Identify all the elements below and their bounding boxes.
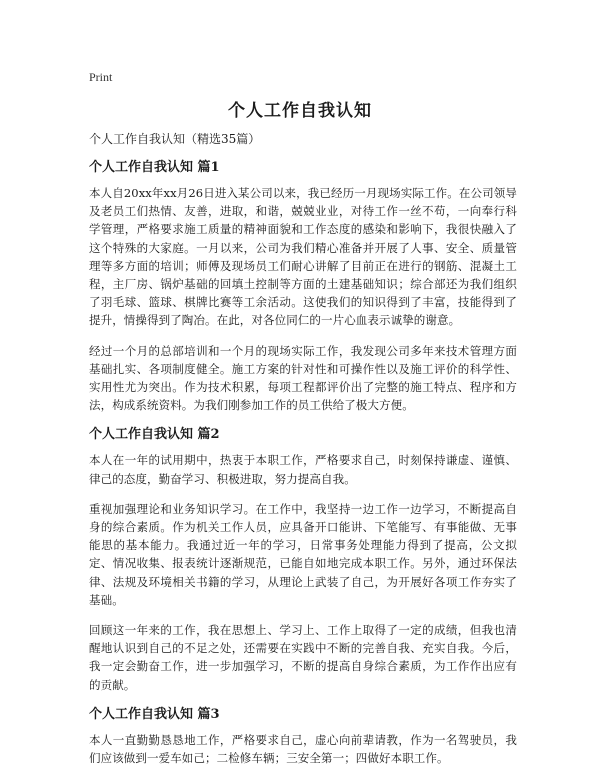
- section-1: [89, 159, 517, 414]
- section-heading: 个人工作自我认知 篇3: [89, 706, 220, 722]
- paragraph: 回顾这一年来的工作，我在思想上、学习上、工作上取得了一定的成绩，但我也清醒地认识到自己的不足之处，还需要在实践中不断的完善自我、充实自我。今后，我一定会勤奋工作，进一步加强学习，不断的提高自身综合素质，为工作作出应有的贡献。: [89, 623, 517, 692]
- page-title: 个人工作自我认知: [228, 101, 372, 121]
- document-body: [89, 130, 517, 779]
- paragraph: 本人在一年的试用期中，热衷于本职工作，严格要求自己，时刻保持谦虚、谨慎、律己的态度，勤奋学习、积极进取，努力提高自我。: [89, 453, 517, 486]
- paragraph: 本人自20xx年xx月26日进入某公司以来，我已经历一月现场实际工作。在公司领导及老员工们热情、友善，进取，和谐，兢兢业业，对待工作一丝不苟，一向奉行科学管理，严格要求施工质量的精神面貌和工作态度的感染和影响下，我很快融入了这个特殊的大家庭。一月以来，公司为我们精心准备并开展了人事、安全、质量管理等多方面的培训；师傅及现场员工们耐心讲解了目前正在进行的钢筋、混凝土工程，主厂房、锅炉基础的回填土控制等方面的土建基础知识；综合部还为我们组织了羽毛球、篮球、棋牌比赛等工余活动。这使我们的知识得到了丰富，技能得到了提升，情操得到了陶冶。在此，对各位同仁的一片心血表示诚挚的谢意。: [89, 186, 517, 328]
- section-heading: 个人工作自我认知 篇2: [89, 427, 220, 443]
- section-3: [89, 706, 517, 767]
- section-heading: 个人工作自我认知 篇1: [89, 160, 220, 175]
- section-2: [89, 426, 517, 693]
- print-label: Print: [89, 70, 113, 84]
- paragraph: 本人一直勤勤恳恳地工作，严格要求自己，虚心向前辈请教，作为一名驾驶员，我们应该做到一爱车如己；二检修车辆；三安全第一；四做好本职工作。: [89, 732, 517, 766]
- paragraph: 经过一个月的总部培训和一个月的现场实际工作，我发现公司多年来技术管理方面基础扎实、各项制度健全。施工方案的针对性和可操作性以及施工评价的科学性、实用性尤为突出。作为技术积累，每项工程都评价出了完整的施工特点、程序和方法，构成系统资料。为我们刚参加工作的员工供给了极大方便。: [89, 343, 517, 413]
- paragraph: 重视加强理论和业务知识学习。在工作中，我坚持一边工作一边学习，不断提高自身的综合素质。作为机关工作人员，应具备开口能讲、下笔能写、有事能做、无事能思的基本能力。我通过近一年的学习，日常事务处理能力得到了提高，公文拟定、情况收集、报表统计逐渐规范，已能自如地完成本职工作。另外，通过环保法律、法规及环境相关书籍的学习，从理论上武装了自己，为开展好各项工作夯实了基础。: [89, 501, 517, 607]
- document-subtitle: 个人工作自我认知（精选35篇）: [89, 132, 261, 146]
